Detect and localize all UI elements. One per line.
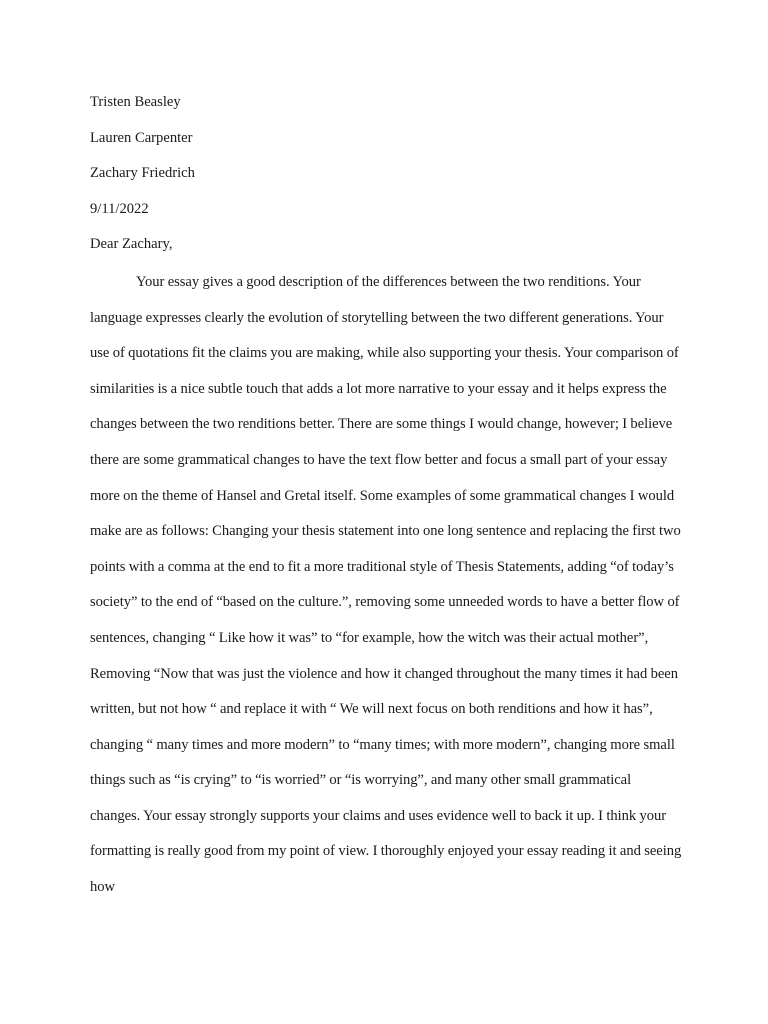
student-name: Tristen Beasley: [90, 94, 181, 110]
document-date: 9/11/2022: [90, 200, 149, 217]
letter-body-paragraph: Your essay gives a good description of the differences between the two renditions. Your language expresses clearly the evolution of storytelling between the two different generations. Your use of quotations fit the claims you are making, while also supporting your thesis. Your comparison of similarities is a nice subtle touch that adds a lot more narrative to your essay and it helps express the changes between the two renditions better. There are some things I would change, however; I believe there are some grammatical changes to have the text flow better and focus a small part of your essay more on the theme of Hansel and Gretal itself. Some examples of some grammatical changes I would make are as follows: Changing your thesis statement into one long sentence and replacing the first two points with a comma at the end to fit a more traditional style of Thesis Statements, adding “of today’s society” to the end of “based on the culture.”, removing some unneeded words to have a better flow of sentences, changing “ Like how it was” to “for example, how the witch was their actual mother”, Removing “Now that was just the violence and how it changed throughout the many times it had been written, but not how “ and replace it with “ We will next focus on both renditions and how it has”, changing “ many times and more modern” to “many times; with more modern”, changing more small things such as “is crying” to “is worried” or “is worrying”, and many other small grammatical changes. Your essay strongly supports your claims and uses evidence well to back it up. I think your formatting is really good from my point of view. I thoroughly enjoyed your essay reading it and seeing how: [90, 273, 682, 896]
document-page: [90, 87, 682, 906]
instructor-name: Lauren Carpenter: [90, 129, 193, 146]
recipient-name: Zachary Friedrich: [90, 165, 195, 182]
salutation: Dear Zachary,: [90, 236, 173, 253]
